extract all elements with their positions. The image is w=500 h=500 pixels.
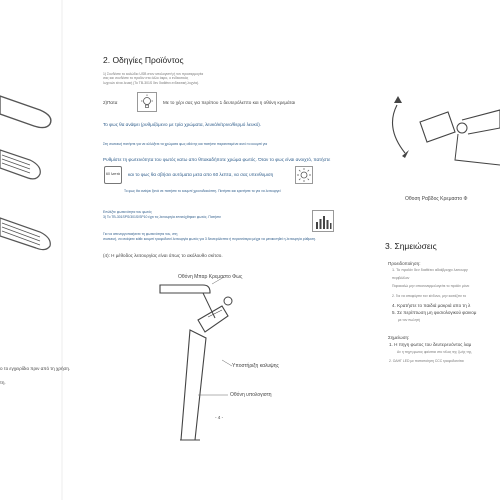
precaution-line: 2. Για να αποφύγετε τον κίνδυνο, μην κοιτάζετε το xyxy=(392,294,467,298)
mode-line: (4): Η μέθοδος λειτουργίας είναι όπως το ακόλουθο σκίτσο. xyxy=(103,253,223,258)
note-line: 1. Η πηγη φωτος του δευτερευόντος λαμ xyxy=(389,342,472,347)
diagram-label-stand: Υποστήριξη καλυψης xyxy=(232,363,279,369)
step-label: 2)Πατα xyxy=(103,100,118,105)
note-line: Στη συσκευή πατήστε για να αλλάξετε τα χρώματα φως οθόνης και πατήστε παρατεταμένα αυτό το κουμπί για xyxy=(103,142,268,146)
page-number: - 4 - xyxy=(215,415,224,420)
dim-title: Επιλέξτε φωτεινότητα του φωτός xyxy=(103,210,152,214)
intro-line: λυχνιών είναι λευκή (Το ΤΒ-301S δεν διαθέτει ενδεικτική λυχνία). xyxy=(103,81,200,85)
colors-line: Το φως θα ανάψει (ρυθμιζόμενο με τρία χρώματα, λευκό/κίτρινο/θερμό λευκό). xyxy=(103,122,262,127)
precaution-line: 4. Κρατήστε το παιδιά μακριά απο τη λ xyxy=(392,303,471,308)
power-line: Για να απενεργοποιήσετε τη φωτεινότητα του, στη xyxy=(103,232,178,236)
precaution-line: περιβάλλον xyxy=(392,276,410,280)
diagram-label-monitor: Οθόνη υπολογιστη xyxy=(230,392,272,398)
dim-text: 3) Το ΤΒ-301SPS/301S/SP10 έχει τις λειτουργία επιτεύχθηκαν φωτός. Πατήστε xyxy=(103,215,221,219)
intro-line: σας και συνδέστε το προϊόν στο άλλο άκρο, ο ενδεικτικός xyxy=(103,76,189,80)
section-title: 2. Οδηγίες Προϊόντος xyxy=(103,55,184,65)
precaution-line: Παρακαλώ μην αποσυναρμολογείτε το προϊόν μόνο xyxy=(392,284,470,288)
precaution-line: 5. Σε περίπτωση μη φυσιολογικού φαινομ xyxy=(392,310,477,315)
section-title: 3. Σημειώσεις xyxy=(385,241,437,251)
auto-note: Το φως θα ανάψει ξανά σε πατήστε το κουμπί χρονοδιακόπτη. Πατήστε και κρατήστε το για να λειτουργεί xyxy=(124,189,281,193)
precaution-line: 1. Το προϊόν δεν διαθέτει αδιάβροχα λειτουργ xyxy=(392,268,468,272)
diagram-label-lamp: Οθόνη Μπαρ Κρεμαστο Φως xyxy=(178,274,243,280)
step-text: Με το χέρι σας για περίπου 1 δευτερόλεπτο και η οθόνη κρεμάται xyxy=(163,100,296,105)
precautions-title: Προειδοποίηση: xyxy=(388,261,421,266)
adjust-line: Ρυθμίστε τη φωτεινότητα του φωτός κατω απο θπακαδήποτε χρώμα φωτός. Όταν το φως είναι ανοιχτό, πατήστε xyxy=(103,157,331,162)
left-text-line: τη. xyxy=(0,380,6,385)
intro-line: 1) Συνδέστε το καλώδιο USB στον υπολογιστή ή τον προσαρμογέα xyxy=(103,72,204,76)
power-line: συσκευή, να ανάψετε κάθε κουμπί τροφοδοτεί λειτουργία φωτός για 3 δευτερόλεπτα ή περισσότερα μέχρι να μετακινηθεί η λειτουργία ρύθμιση. xyxy=(103,237,317,241)
notes-title: Σημείωση: xyxy=(388,335,410,340)
timer-icon: 60 λεπτά xyxy=(104,166,122,184)
auto-text: και το φως θα σβήσει αυτόματα μετα απο 60 λεπτα, να σας υπενθυμιση xyxy=(128,172,274,177)
rotation-caption: Οθοση Ραβδος Κρεμαστο Φ xyxy=(405,196,468,202)
left-text-line: ο το εγχειρίδιο πριν από τη χρήση. xyxy=(0,366,71,371)
note-line: Αν η πηγη φωτος φαίνεται στο τέλος της ζωής της, xyxy=(397,350,473,354)
precaution-line: με τον πωλητή xyxy=(398,318,420,322)
note-line: 2. ΟΔΗΓ LED με πιστοποίηση CCC τροφοδοτείται xyxy=(389,359,464,363)
